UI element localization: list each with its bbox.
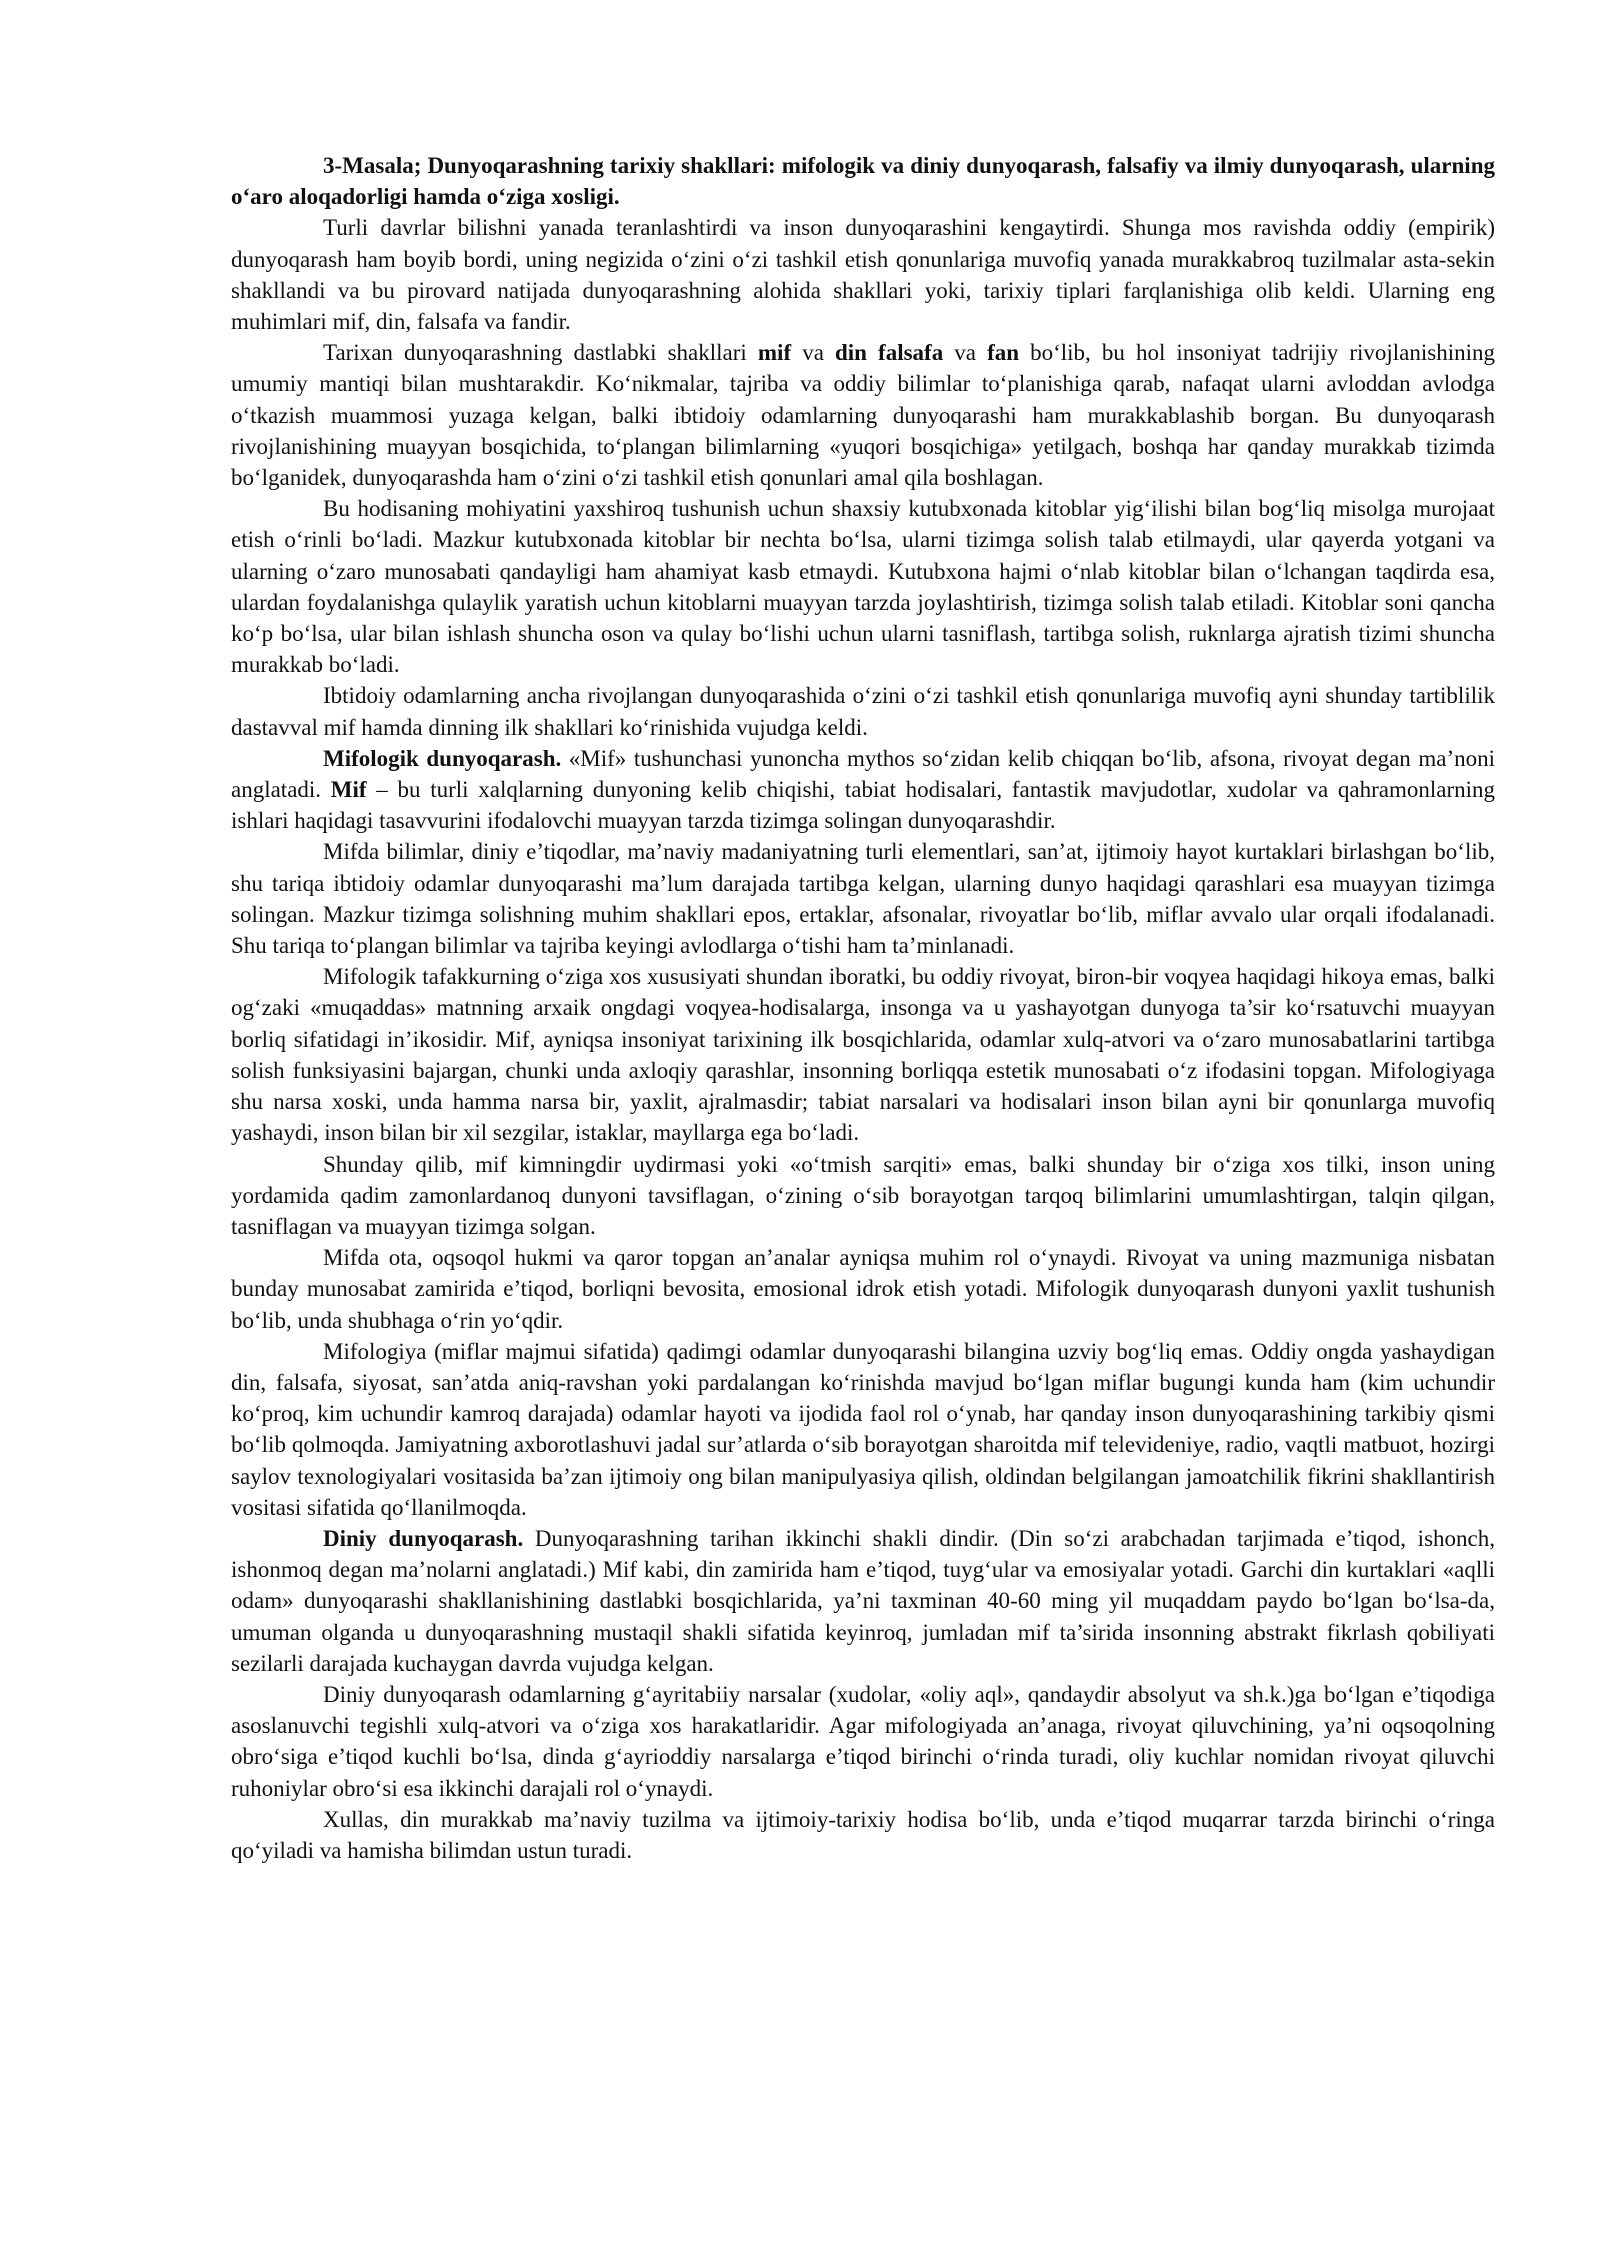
paragraph-9: Mifda ota, oqsoqol hukmi va qaror topgan an’analar ayniqsa muhim rol o‘ynaydi. Rivoyat va uning mazmuniga nisbatan bunday munosabat zamirida e’tiqod, borliqni bevosita, emosional idrok etish yotadi. Mifologik dunyoqarash dunyoni yaxlit tushunish bo‘lib, unda shubhaga o‘rin yo‘qdir. [231, 1245, 1495, 1333]
term-fan: fan [987, 340, 1020, 366]
document-page [231, 150, 1495, 1866]
text-run: va [943, 340, 988, 366]
paragraph-11 [231, 1523, 1495, 1679]
paragraph-7: Mifologik tafakkurning o‘ziga xos xususiyati shundan iboratki, bu oddiy rivoyat, biron-bir voqyea haqidagi hikoya emas, balki og‘zaki «muqaddas» matnning arxaik ongdagi voqyea-hodisalarga, insonga va u yashayotgan dunyoga ta’sir ko‘rsatuvchi muayyan borliq sifatidagi in’ikosidir. Mif, ayniqsa insoniyat tarixining ilk bosqichlarida, odamlar xulq-atvori va o‘zaro munosabatlarini tartibga solish funksiyasini bajargan, chunki unda axloqiy qarashlar, insonning borliqqa estetik munosabati o‘z ifodasini topgan. Mifologiyaga shu narsa xoski, unda hamma narsa bir, yaxlit, ajralmasdir; tabiat narsalari va hodisalari inson bilan ayni bir qonunlarga muvofiq yashaydi, inson bilan bir xil sezgilar, istaklar, mayllarga ega bo‘ladi. [231, 964, 1495, 1146]
paragraph-4: Ibtidoiy odamlarning ancha rivojlangan dunyoqarashida o‘zini o‘zi tashkil etish qonunlariga muvofiq ayni shunday tartiblilik dastavval mif hamda dinning ilk shakllari ko‘rinishida vujudga keldi. [231, 683, 1495, 740]
text-run: bo‘lib, bu hol insoniyat tadrijiy rivojlanishining umumiy mantiqi bilan mushtarakdir. Ko‘nikmalar, tajriba va oddiy bilimlar to‘planishiga qarab, nafaqat ularni avloddan avlodga o‘tkazish muammosi yuzaga kelgan, balki ibtidoiy odamlarning dunyoqarashi ham murakkablashib borgan. Bu dunyoqarash rivojlanishining muayyan bosqichida, to‘plangan bilimlarning «yuqori bosqichiga» yetilgach, boshqa har qanday murakkab tizimda bo‘lganidek, dunyoqarashda ham o‘zini o‘zi tashkil etish qonunlari amal qila boshlagan. [231, 340, 1496, 491]
text-run: Tarixan dunyoqarashning dastlabki shakllari [323, 340, 758, 366]
paragraph-6: Mifda bilimlar, diniy e’tiqodlar, ma’naviy madaniyatning turli elementlari, san’at, ijtimoiy hayot kurtaklari birlashgan bo‘lib, shu tariqa ibtidoiy odamlar dunyoqarashi ma’lum darajada tartibga kelgan, ularning dunyo haqidagi qarashlari esa muayyan tizimga solingan. Mazkur tizimga solishning muhim shakllari epos, ertaklar, afsonalar, rivoyatlar bo‘lib, miflar avvalo ular orqali ifodalanadi. Shu tariqa to‘plangan bilimlar va tajriba keyingi avlodlarga o‘tishi ham ta’minlanadi. [231, 839, 1495, 959]
paragraph-12: Diniy dunyoqarash odamlarning g‘ayritabiiy narsalar (xudolar, «oliy aql», qandaydir absolyut va sh.k.)ga bo‘lgan e’tiqodiga asoslanuvchi tegishli xulq-atvori va o‘ziga xos harakatlaridir. Agar mifologiyada an’anaga, rivoyat qiluvchining, ya’ni oqsoqolning obro‘siga e’tiqod kuchli bo‘lsa, dinda g‘ayrioddiy narsalarga e’tiqod birinchi o‘rinda turadi, oliy kuchlar nomidan rivoyat qiluvchi ruhoniylar obro‘si esa ikkinchi darajali rol o‘ynaydi. [231, 1681, 1495, 1801]
paragraph-1: Turli davrlar bilishni yanada teranlashtirdi va inson dunyoqarashini kengaytirdi. Shunga mos ravishda oddiy (empirik) dunyoqarash ham boyib bordi, uning negizida o‘zini o‘zi tashkil etish qonunlariga muvofiq yanada murakkabroq tuzilmalar asta-sekin shakllandi va bu pirovard natijada dunyoqarashning alohida shakllari yoki, tarixiy tiplari farqlanishiga olib keldi. Ularning eng muhimlari mif, din, falsafa va fandir. [231, 215, 1495, 335]
subheading-diniy: Diniy dunyoqarash. [323, 1525, 524, 1551]
paragraph-3: Bu hodisaning mohiyatini yaxshiroq tushunish uchun shaxsiy kutubxonada kitoblar yig‘ilishi bilan bog‘liq misolga murojaat etish o‘rinli bo‘ladi. Mazkur kutubxonada kitoblar bir nechta bo‘lsa, ularni tizimga solish talab etilmaydi, ular qayerda yotgani va ularning o‘zaro munosabati qandayligi ham ahamiyat kasb etmaydi. Kutubxona hajmi o‘nlab kitoblar bilan o‘lchangan taqdirda esa, ulardan foydalanishga qulaylik yaratish uchun kitoblarni muayyan tarzda joylashtirish, tizimga solish talab etiladi. Kitoblar soni qancha ko‘p bo‘lsa, ular bilan ishlash shuncha oson va qulay bo‘lishi uchun ularni tasniflash, tartibga solish, ruknlarga ajratish tizimi shuncha murakkab bo‘ladi. [231, 496, 1495, 678]
term-din-falsafa: din falsafa [834, 340, 944, 366]
text-run: – bu turli xalqlarning dunyoning kelib chiqishi, tabiat hodisalari, fantastik mavjudotlar, xudolar va qahramonlarning ishlari haqidagi tasavvurini ifodalovchi muayyan tarzda tizimga solingan dunyoqarashdir. [231, 777, 1495, 834]
text-run: «Mif» tushunchasi yunoncha mythos so‘zidan kelib chiqqan bo‘lib, afsona, rivoyat degan ma’noni anglatadi. [231, 745, 1495, 803]
subheading-mifologik: Mifologik dunyoqarash. [323, 745, 562, 771]
paragraph-2 [231, 337, 1495, 493]
paragraph-5 [231, 743, 1495, 837]
text-run: Dunyoqarashning tarihan ikkinchi shakli dindir. (Din so‘zi arabchadan tarjimada e’tiqod, ishonch, ishonmoq degan ma’nolarni anglatadi.) Mif kabi, din zamirida ham e’tiqod, tuyg‘ular va emosiyalar yotadi. Garchi din kurtaklari «aqlli odam» dunyoqarashi shakllanishining dastlabki bosqichlarida, ya’ni taxminan 40-60 ming yil muqaddam paydo bo‘lgan bo‘lsa-da, umuman olganda u dunyoqarashning mustaqil shakli sifatida keyinroq, jumladan mif ta’sirida insonning abstrakt fikrlash qobiliyati sezilarli darajada kuchaygan davrda vujudga kelgan. [231, 1525, 1495, 1676]
term-mif: Mif [330, 777, 367, 803]
paragraph-8: Shunday qilib, mif kimningdir uydirmasi yoki «o‘tmish sarqiti» emas, balki shunday bir o‘ziga xos tilki, inson uning yordamida qadim zamonlardanoq dunyoni tavsiflagan, o‘zining o‘sib borayotgan tarqoq bilimlarini umumlashtirgan, talqin qilgan, tasniflagan va muayyan tizimga solgan. [231, 1151, 1495, 1239]
paragraph-13: Xullas, din murakkab ma’naviy tuzilma va ijtimoiy-tarixiy hodisa bo‘lib, unda e’tiqod muqarrar tarzda birinchi o‘ringa qo‘yiladi va hamisha bilimdan ustun turadi. [231, 1806, 1495, 1863]
section-title: 3-Masala; Dunyoqarashning tarixiy shakllari: mifologik va diniy dunyoqarash, falsafiy va ilmiy dunyoqarash, ularning o‘aro aloqadorligi hamda o‘ziga xosligi. [231, 153, 1495, 210]
text-run: va [791, 340, 835, 366]
term-mif: mif [757, 340, 792, 366]
paragraph-10: Mifologiya (miflar majmui sifatida) qadimgi odamlar dunyoqarashi bilangina uzviy bog‘liq emas. Oddiy ongda yashaydigan din, falsafa, siyosat, san’atda aniq-ravshan yoki pardalangan ko‘rinishda mavjud bo‘lgan miflar bugungi kunda ham (kim uchundir ko‘proq, kim uchundir kamroq darajada) odamlar hayoti va ijodida faol rol o‘ynab, har qanday inson dunyoqarashining tarkibiy qismi bo‘lib qolmoqda. Jamiyatning axborotlashuvi jadal sur’atlarda o‘sib borayotgan sharoitda mif televideniye, radio, vaqtli matbuot, hozirgi saylov texnologiyalari vositasida ba’zan ijtimoiy ong bilan manipulyasiya qilish, oldindan belgilangan jamoatchilik fikrini shakllantirish vositasi sifatida qo‘llanilmoqda. [231, 1338, 1495, 1520]
